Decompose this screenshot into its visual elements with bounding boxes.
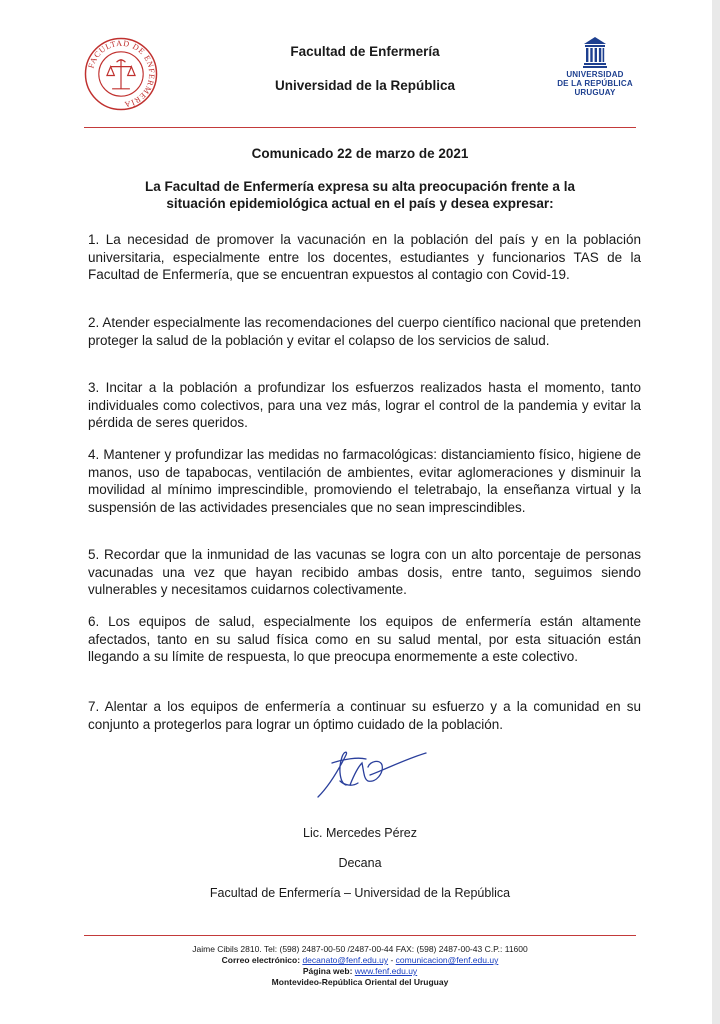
document-intro: La Facultad de Enfermería expresa su alta preocupación frente a la situación epidemiológica actual en el país y desea expresar: — [145, 179, 575, 211]
faculty-name: Facultad de Enfermería — [290, 44, 440, 59]
signatory-institution: Facultad de Enfermería – Universidad de la República — [209, 886, 511, 900]
udelar-building-icon — [582, 36, 608, 70]
signatory-name: Lic. Mercedes Pérez — [303, 826, 417, 840]
footer-address: Jaime Cibils 2810. Tel: (598) 2487-00-50 /2487-00-44 FAX: (598) 2487-00-43 C.P.: 11600 — [192, 944, 528, 954]
faculty-seal-logo — [84, 37, 158, 111]
web-label: Página web: — [302, 966, 353, 976]
svg-text:FACULTAD DE ENFERMERÍA: FACULTAD DE ENFERMERÍA — [86, 38, 157, 110]
page-edge-shadow — [712, 0, 720, 1024]
udelar-logo-line-3: URUGUAY — [574, 88, 616, 97]
footer-divider — [84, 935, 636, 936]
web-link[interactable]: www.fenf.edu.uy — [354, 966, 418, 976]
paragraph-3: 3. Incitar a la población a profundizar los esfuerzos realizados hasta el momento, tanto individuales como colectivos, para una vez más, lograr el control de la pandemia y evitar la pérdida de seres queridos. — [88, 380, 641, 430]
paragraph-2: 2. Atender especialmente las recomendaciones del cuerpo científico nacional que pretenden proteger la salud de la población y evitar el colapso de los servicios de salud. — [88, 315, 641, 348]
header-divider — [84, 127, 636, 128]
document-subject: Comunicado 22 de marzo de 2021 — [251, 146, 469, 161]
footer-city: Montevideo-República Oriental del Uruguay — [271, 977, 449, 987]
email-link-decanato[interactable]: decanato@fenf.edu.uy — [302, 955, 389, 965]
udelar-logo-line-2: DE LA REPÚBLICA — [557, 79, 633, 88]
footer-web-line — [84, 966, 636, 977]
footer-email-line — [84, 955, 636, 966]
udelar-logo — [556, 36, 634, 97]
paragraph-5: 5. Recordar que la inmunidad de las vacunas se logra con un alto porcentaje de personas vacunadas una vez que hayan recibido ambas dosis, entre tanto, seguimos siendo vulnerables y necesitamos cuidarnos colectivamente. — [88, 547, 641, 597]
udelar-logo-line-1: UNIVERSIDAD — [566, 70, 624, 79]
university-name: Universidad de la República — [274, 78, 456, 93]
paragraph-1: 1. La necesidad de promover la vacunación en la población del país y en la población universitaria, especialmente entre los docentes, estudiantes y funcionarios TAS de la Facultad de Enfermería, que se encuentran expuestos al contagio con Covid-19. — [88, 232, 641, 282]
paragraph-6: 6. Los equipos de salud, especialmente los equipos de enfermería están altamente afectados, tanto en su salud física como en su salud mental, por esta situación están llegando a su límite de respuesta, lo que preocupa enormemente a este colectivo. — [88, 614, 641, 664]
signatory-role: Decana — [338, 856, 382, 870]
email-separator: - — [388, 955, 396, 965]
email-link-comunicacion[interactable]: comunicacion@fenf.edu.uy — [395, 955, 499, 965]
paragraph-4: 4. Mantener y profundizar las medidas no farmacológicas: distanciamiento físico, higiene de manos, uso de tapabocas, ventilación de ambientes, evitar aglomeraciones y disminuir la movilidad al mínimo imprescindible, promoviendo el teletrabajo, la enseñanza virtual y la suspensión de las actividades presenciales que no sean imprescindibles. — [88, 447, 641, 515]
handwritten-signature — [310, 745, 430, 801]
email-label: Correo electrónico: — [221, 955, 301, 965]
paragraph-7: 7. Alentar a los equipos de enfermería a continuar su esfuerzo y a la comunidad en su conjunto a protegerlos para lograr un óptimo cuidado de la población. — [88, 699, 641, 732]
